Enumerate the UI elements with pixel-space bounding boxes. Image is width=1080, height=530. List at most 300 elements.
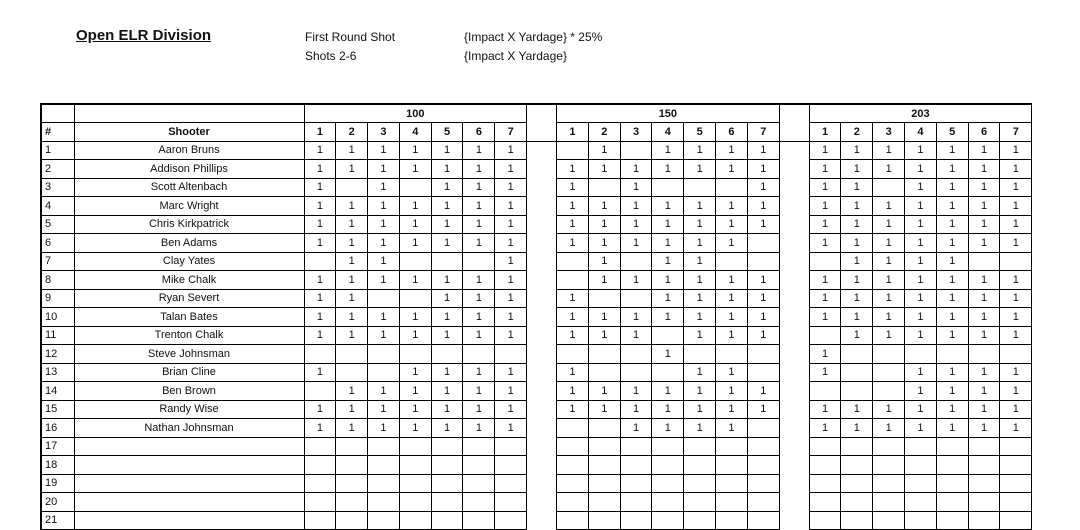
score-cell: 1 [431,234,463,253]
score-cell: 1 [809,308,841,327]
shooter-name: Nathan Johnsman [74,419,304,438]
score-cell: 1 [809,345,841,364]
row-number: 10 [41,308,74,327]
score-cell [1000,345,1032,364]
score-cell [1000,511,1032,530]
score-cell: 1 [747,289,779,308]
score-cell: 1 [716,197,748,216]
score-cell [841,511,873,530]
score-cell: 1 [936,197,968,216]
score-cell: 1 [304,215,336,234]
row-number: 14 [41,382,74,401]
score-cell [304,437,336,456]
score-cell [463,252,495,271]
score-cell: 1 [557,160,589,179]
score-cell: 1 [684,308,716,327]
score-cell: 1 [399,363,431,382]
group-gap [779,511,809,530]
score-cell: 1 [620,271,652,290]
score-cell: 1 [431,160,463,179]
row-number: 17 [41,437,74,456]
score-cell [968,456,1000,475]
score-cell [809,326,841,345]
score-cell [841,345,873,364]
score-cell [620,252,652,271]
shot-header: 2 [588,123,620,142]
score-cell: 1 [1000,363,1032,382]
score-cell [463,511,495,530]
score-cell: 1 [747,215,779,234]
score-cell: 1 [368,326,400,345]
shooter-name: Mike Chalk [74,271,304,290]
group-gap [779,326,809,345]
score-cell [431,493,463,512]
score-cell [809,493,841,512]
shot-header: 3 [873,123,905,142]
score-cell [495,474,527,493]
score-cell: 1 [431,141,463,160]
score-cell [368,345,400,364]
shooter-name: Addison Phillips [74,160,304,179]
score-cell [747,363,779,382]
score-cell [684,493,716,512]
score-cell: 1 [399,160,431,179]
score-cell [463,456,495,475]
col-header-num: # [41,123,74,142]
score-cell: 1 [936,215,968,234]
score-cell: 1 [841,326,873,345]
score-cell: 1 [495,271,527,290]
column-header-row [41,123,1032,142]
score-cell [1000,493,1032,512]
score-cell [557,271,589,290]
score-cell [336,493,368,512]
score-cell: 1 [747,400,779,419]
score-cell [968,437,1000,456]
score-cell: 1 [873,141,905,160]
score-cell: 1 [905,215,937,234]
group-gap [779,178,809,197]
group-gap [779,141,809,160]
score-cell: 1 [588,197,620,216]
group-gap [527,234,557,253]
score-cell: 1 [936,234,968,253]
score-cell: 1 [652,271,684,290]
score-cell [368,493,400,512]
score-cell [336,345,368,364]
group-gap [527,419,557,438]
score-cell: 1 [809,289,841,308]
score-cell [399,289,431,308]
row-number: 3 [41,178,74,197]
score-cell [873,456,905,475]
score-cell: 1 [684,363,716,382]
yardage-header: 150 [557,104,780,123]
score-cell: 1 [336,326,368,345]
score-cell: 1 [968,382,1000,401]
score-cell: 1 [336,400,368,419]
score-cell: 1 [557,215,589,234]
score-cell [620,289,652,308]
group-gap [779,400,809,419]
table-row [41,234,1032,253]
score-cell: 1 [936,419,968,438]
score-cell [557,252,589,271]
score-cell [620,345,652,364]
score-cell: 1 [463,382,495,401]
group-gap [779,474,809,493]
score-cell [588,437,620,456]
score-cell [588,419,620,438]
score-cell: 1 [905,326,937,345]
group-gap [779,419,809,438]
score-cell [905,437,937,456]
score-cell [399,456,431,475]
score-cell [968,511,1000,530]
group-gap [527,400,557,419]
score-cell [304,511,336,530]
score-cell: 1 [431,419,463,438]
score-cell: 1 [336,382,368,401]
score-cell: 1 [463,160,495,179]
score-cell: 1 [620,308,652,327]
score-cell: 1 [716,160,748,179]
shot-header: 4 [399,123,431,142]
score-cell: 1 [747,308,779,327]
score-cell: 1 [399,271,431,290]
score-cell [304,474,336,493]
score-cell: 1 [747,271,779,290]
score-cell: 1 [495,400,527,419]
score-cell [588,493,620,512]
group-gap [779,363,809,382]
table-row [41,363,1032,382]
table-row [41,382,1032,401]
score-cell: 1 [368,382,400,401]
group-gap [779,382,809,401]
formula-first-round: {Impact X Yardage} * 25% [464,30,603,44]
score-cell [905,511,937,530]
score-cell [905,456,937,475]
score-cell: 1 [495,252,527,271]
score-cell: 1 [1000,382,1032,401]
score-cell: 1 [463,363,495,382]
note-shots: Shots 2-6 [305,49,357,63]
score-cell: 1 [336,141,368,160]
score-cell [905,474,937,493]
shooter-name [74,437,304,456]
shot-header: 5 [936,123,968,142]
score-cell: 1 [684,289,716,308]
group-gap [527,271,557,290]
score-cell: 1 [368,308,400,327]
score-cell: 1 [620,400,652,419]
score-cell: 1 [968,178,1000,197]
score-cell: 1 [809,419,841,438]
score-cell [399,252,431,271]
score-cell: 1 [463,141,495,160]
shot-header: 7 [747,123,779,142]
score-cell: 1 [463,197,495,216]
score-cell [463,493,495,512]
score-cell [495,345,527,364]
table-row [41,308,1032,327]
score-cell: 1 [747,326,779,345]
score-cell: 1 [399,326,431,345]
score-cell: 1 [873,400,905,419]
row-number: 2 [41,160,74,179]
shot-header: 1 [557,123,589,142]
score-cell: 1 [968,234,1000,253]
score-cell: 1 [905,197,937,216]
score-cell [557,493,589,512]
score-cell [652,511,684,530]
score-cell [1000,252,1032,271]
score-cell: 1 [1000,326,1032,345]
score-cell [557,419,589,438]
score-cell [399,178,431,197]
score-cell: 1 [588,141,620,160]
score-cell: 1 [495,160,527,179]
score-cell [905,345,937,364]
score-cell: 1 [368,178,400,197]
row-number: 11 [41,326,74,345]
score-cell: 1 [652,400,684,419]
score-cell: 1 [620,178,652,197]
score-cell: 1 [557,382,589,401]
score-cell [368,289,400,308]
score-cell [336,363,368,382]
shooter-name: Aaron Bruns [74,141,304,160]
score-cell [809,511,841,530]
group-gap [779,308,809,327]
score-cell [968,493,1000,512]
score-cell: 1 [336,160,368,179]
score-cell: 1 [936,160,968,179]
score-cell: 1 [463,308,495,327]
score-cell: 1 [652,234,684,253]
score-cell: 1 [652,419,684,438]
score-cell: 1 [968,363,1000,382]
score-cell [431,511,463,530]
score-cell: 1 [336,308,368,327]
score-cell: 1 [336,197,368,216]
score-cell [588,456,620,475]
score-cell: 1 [336,289,368,308]
score-cell: 1 [841,419,873,438]
score-cell: 1 [1000,141,1032,160]
score-cell: 1 [399,141,431,160]
score-cell: 1 [905,289,937,308]
score-cell [652,363,684,382]
score-cell [1000,474,1032,493]
score-cell: 1 [304,160,336,179]
score-cell: 1 [399,419,431,438]
score-cell: 1 [368,400,400,419]
row-number: 7 [41,252,74,271]
group-gap [527,382,557,401]
score-cell: 1 [905,308,937,327]
table-row [41,178,1032,197]
shot-header: 5 [431,123,463,142]
group-gap [527,345,557,364]
score-cell: 1 [431,289,463,308]
col-header-shooter: Shooter [74,123,304,142]
score-table [40,103,1032,530]
score-cell [652,474,684,493]
score-cell [399,511,431,530]
score-cell: 1 [368,419,400,438]
yardage-header: 100 [304,104,527,123]
shot-header: 4 [905,123,937,142]
score-cell: 1 [304,326,336,345]
score-cell: 1 [495,326,527,345]
group-gap [527,252,557,271]
group-gap [779,289,809,308]
score-cell: 1 [304,141,336,160]
score-cell: 1 [557,400,589,419]
score-cell [368,456,400,475]
score-cell [684,437,716,456]
score-cell: 1 [873,271,905,290]
score-cell: 1 [652,197,684,216]
score-cell: 1 [716,271,748,290]
score-cell: 1 [336,271,368,290]
group-gap [779,271,809,290]
score-cell: 1 [905,419,937,438]
group-gap [527,289,557,308]
score-cell: 1 [495,215,527,234]
score-cell [620,511,652,530]
score-cell: 1 [936,400,968,419]
row-number: 1 [41,141,74,160]
score-cell: 1 [368,197,400,216]
score-cell [495,511,527,530]
score-cell: 1 [684,326,716,345]
score-cell [652,437,684,456]
score-cell [747,456,779,475]
score-cell: 1 [588,271,620,290]
score-cell [620,437,652,456]
score-cell: 1 [936,178,968,197]
score-cell: 1 [495,289,527,308]
score-cell: 1 [684,141,716,160]
score-cell: 1 [716,215,748,234]
score-cell: 1 [557,326,589,345]
score-cell [841,474,873,493]
score-cell [368,511,400,530]
score-cell: 1 [620,382,652,401]
score-cell [336,474,368,493]
score-cell [304,345,336,364]
score-cell: 1 [809,141,841,160]
score-cell: 1 [841,141,873,160]
group-gap [527,197,557,216]
shooter-name [74,474,304,493]
score-cell [747,419,779,438]
formula-shots: {Impact X Yardage} [464,49,567,63]
score-cell [588,289,620,308]
score-cell [968,474,1000,493]
score-cell: 1 [873,234,905,253]
group-gap [779,123,809,142]
score-cell [1000,437,1032,456]
score-cell: 1 [557,308,589,327]
blank-cell [74,104,304,123]
score-cell: 1 [588,326,620,345]
score-cell [873,474,905,493]
score-cell: 1 [463,326,495,345]
score-cell: 1 [557,363,589,382]
score-cell: 1 [716,326,748,345]
score-cell: 1 [652,215,684,234]
score-cell [809,437,841,456]
score-cell: 1 [495,419,527,438]
score-cell: 1 [1000,308,1032,327]
score-cell [873,511,905,530]
score-cell: 1 [809,400,841,419]
score-cell [620,474,652,493]
score-cell: 1 [463,271,495,290]
table-row [41,289,1032,308]
shooter-name: Ben Brown [74,382,304,401]
score-cell: 1 [557,234,589,253]
score-cell [936,493,968,512]
shot-header: 1 [809,123,841,142]
table-row [41,456,1032,475]
score-cell [336,511,368,530]
score-cell [588,345,620,364]
group-gap [527,123,557,142]
group-gap [779,197,809,216]
score-cell: 1 [463,234,495,253]
score-cell: 1 [747,160,779,179]
score-cell [747,345,779,364]
table-row [41,141,1032,160]
score-cell: 1 [684,419,716,438]
group-gap [527,215,557,234]
score-cell: 1 [304,271,336,290]
score-cell: 1 [1000,400,1032,419]
score-cell: 1 [1000,419,1032,438]
score-cell: 1 [304,178,336,197]
score-cell [588,178,620,197]
shooter-name: Ben Adams [74,234,304,253]
score-cell: 1 [557,197,589,216]
score-cell: 1 [495,234,527,253]
row-number: 13 [41,363,74,382]
score-cell: 1 [1000,271,1032,290]
score-cell: 1 [620,326,652,345]
score-cell: 1 [588,160,620,179]
score-cell: 1 [905,141,937,160]
score-cell: 1 [968,215,1000,234]
score-cell: 1 [684,252,716,271]
blank-cell [41,104,74,123]
score-cell: 1 [588,215,620,234]
shooter-name: Ryan Severt [74,289,304,308]
score-cell: 1 [936,289,968,308]
score-cell: 1 [873,308,905,327]
score-cell: 1 [684,400,716,419]
score-cell: 1 [716,363,748,382]
score-cell: 1 [463,178,495,197]
group-gap [779,252,809,271]
score-cell: 1 [809,178,841,197]
score-cell: 1 [716,308,748,327]
score-cell [684,456,716,475]
shot-header: 6 [968,123,1000,142]
